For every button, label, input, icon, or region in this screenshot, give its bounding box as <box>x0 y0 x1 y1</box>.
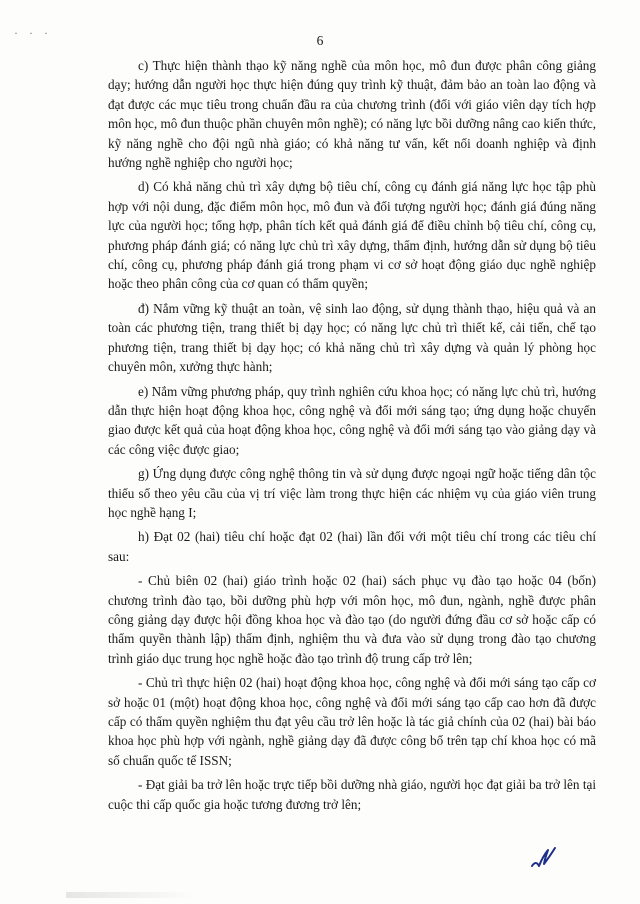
paragraph-e: e) Nắm vững phương pháp, quy trình nghiên cứu khoa học; có năng lực chủ trì, hướng dẫn thực hiện hoạt động khoa học, công nghệ và đổi mới sáng tạo; ứng dụng hoặc chuyển giao được kết quả của hoạt động khoa học, công nghệ và đổi mới sáng tạo vào giảng dạy và các công việc được giao; <box>108 383 596 457</box>
scan-smudge <box>66 892 196 898</box>
criteria-item-3: - Đạt giải ba trở lên hoặc trực tiếp bồi dưỡng nhà giáo, người học đạt giải ba trở lên tại cuộc thi cấp quốc gia hoặc tương đương trở lên; <box>108 777 596 812</box>
paragraph-g: g) Ứng dụng được công nghệ thông tin và sử dụng được ngoại ngữ hoặc tiếng dân tộc thiểu số theo yêu cầu của vị trí việc làm trong thực hiện các nhiệm vụ của giáo viên trung học nghề hạng I; <box>108 466 596 520</box>
paragraph-d: d) Có khả năng chủ trì xây dựng bộ tiêu chí, công cụ đánh giá năng lực học tập phù hợp với nội dung, đặc điểm môn học, mô đun và đối tượng người học; đánh giá đúng năng lực của người học; tổng hợp, phân tích kết quả đánh giá để điều chỉnh bộ tiêu chí, công cụ, phương pháp đánh giá; có năng lực chủ trì xây dựng, thẩm định, hướng dẫn sử dụng bộ tiêu chí, công cụ, phương pháp đánh giá trong phạm vi cơ sở hoạt động giáo dục nghề nghiệp hoặc theo phân công của cơ quan có thẩm quyền; <box>108 179 596 292</box>
criteria-item-1: - Chủ biên 02 (hai) giáo trình hoặc 02 (hai) sách phục vụ đào tạo hoặc 04 (bốn) chương trình đào tạo, bồi dưỡng phù hợp với môn học, mô đun, ngành, nghề được phân công giảng dạy được hội đồng khoa học và đào tạo (do người đứng đầu cơ sở hoặc cấp có thẩm quyền thành lập) thẩm định, nghiệm thu và đưa vào sử dụng trong đào tạo chương trình giáo dục trung học nghề hoặc đào tạo trình độ trung cấp trở lên; <box>108 573 596 666</box>
paragraph-dd: đ) Nắm vững kỹ thuật an toàn, vệ sinh lao động, sử dụng thành thạo, hiệu quả và an toàn các phương tiện, trang thiết bị dạy học; có năng lực chủ trì thiết kế, cải tiến, chế tạo phương tiện, trang thiết bị dạy học; có khả năng chủ trì xây dựng và quản lý phòng học chuyên môn, xưởng thực hành; <box>108 300 596 375</box>
initial-signature-mark <box>528 842 558 872</box>
scan-corner-marks: · · · <box>14 26 52 40</box>
page-number: 6 <box>316 33 324 48</box>
document-body <box>108 56 596 819</box>
criteria-item-2: - Chủ trì thực hiện 02 (hai) hoạt động khoa học, công nghệ và đổi mới sáng tạo cấp cơ sở hoặc 01 (một) hoạt động khoa học, công nghệ và đổi mới sáng tạo cấp cao hơn đã được cấp có thẩm quyền nghiệm thu đạt yêu cầu trở lên hoặc là tác giả chính của 02 (hai) bài báo khoa học phù hợp với ngành, nghề giảng dạy đã được công bố trên tạp chí khoa học có mã số chuẩn quốc tế ISSN; <box>108 675 596 768</box>
paragraph-c: c) Thực hiện thành thạo kỹ năng nghề của môn học, mô đun được phân công giảng dạy; hướng dẫn người học thực hiện đúng quy trình kỹ thuật, đảm bảo an toàn lao động và đạt được các mục tiêu trong chuẩn đầu ra của chương trình (đối với giáo viên dạy tích hợp môn học, mô đun thuộc phần chuyên môn nghề); có năng lực bồi dưỡng nâng cao kiến thức, kỹ năng nghề cho đội ngũ nhà giáo; có khả năng tư vấn, kết nối doanh nghiệp và định hướng nghề nghiệp cho người học; <box>108 58 596 171</box>
paragraph-h: h) Đạt 02 (hai) tiêu chí hoặc đạt 02 (hai) lần đối với một tiêu chí trong các tiêu chí sau: <box>108 529 596 564</box>
